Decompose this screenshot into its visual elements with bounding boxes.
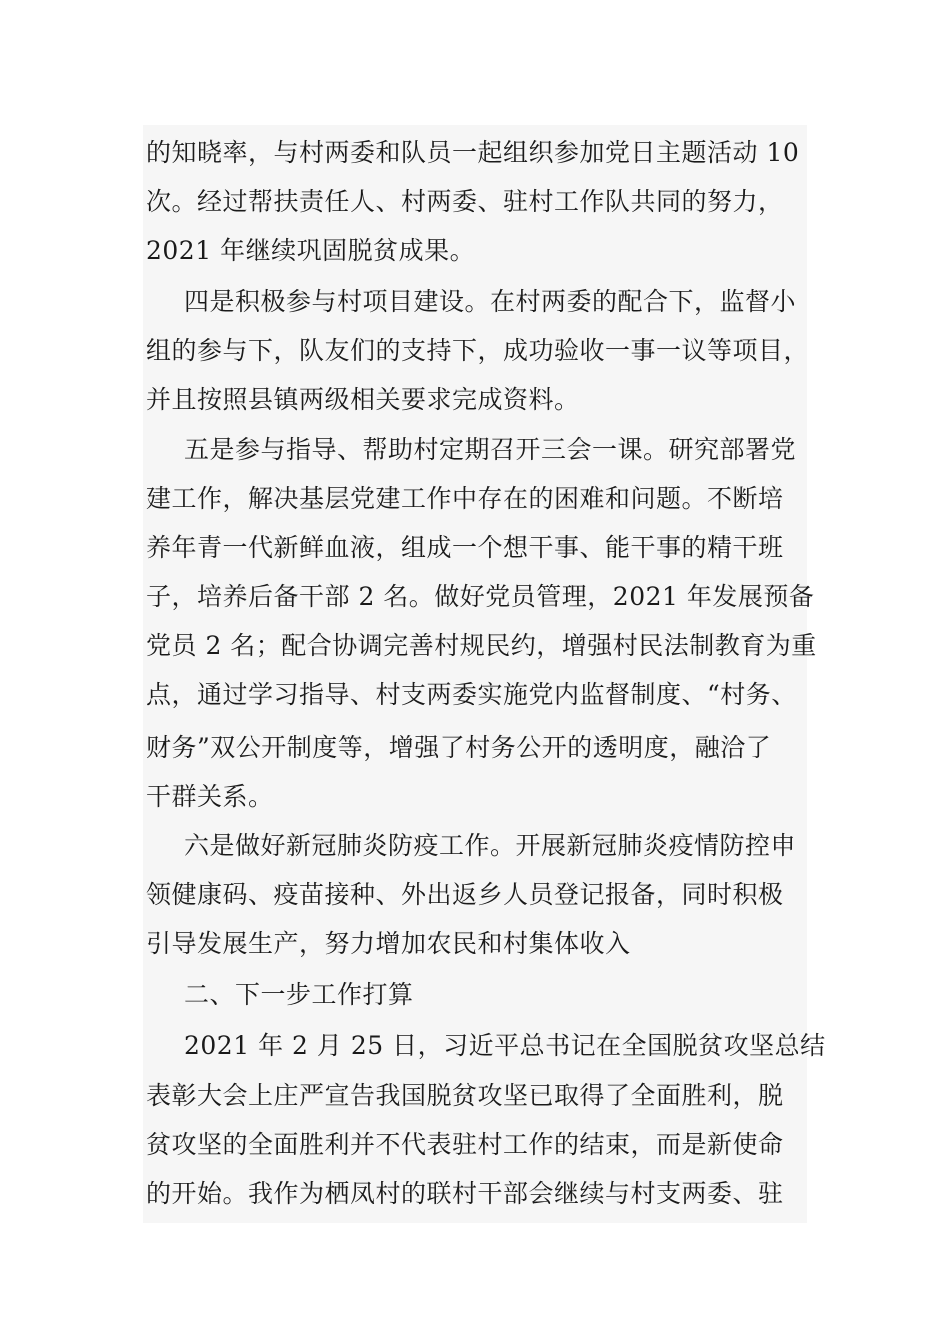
body-text-line: 2021 年继续巩固脱贫成果。 — [146, 236, 476, 265]
paragraph-start-line: 六是做好新冠肺炎防疫工作。开展新冠肺炎疫情防控申 — [184, 831, 797, 860]
body-text-line: 的知晓率，与村两委和队员一起组织参加党日主题活动 10 — [146, 138, 800, 167]
paragraph-start-line: 2021 年 2 月 25 日，习近平总书记在全国脱贫攻坚总结 — [184, 1031, 826, 1060]
body-text-line: 引导发展生产，努力增加农民和村集体收入 — [146, 929, 631, 958]
body-text-line: 干群关系。 — [146, 782, 274, 811]
paragraph-start-line: 四是积极参与村项目建设。在村两委的配合下，监督小 — [184, 287, 797, 316]
body-text-line: 点，通过学习指导、村支两委实施党内监督制度、“村务、 — [146, 680, 797, 709]
body-text-line: 并且按照县镇两级相关要求完成资料。 — [146, 385, 580, 414]
body-text-line: 子，培养后备干部 2 名。做好党员管理，2021 年发展预备 — [146, 582, 815, 611]
body-text-line: 组的参与下，队友们的支持下，成功验收一事一议等项目， — [146, 336, 810, 365]
body-text-line: 领健康码、疫苗接种、外出返乡人员登记报备，同时积极 — [146, 880, 784, 909]
body-text-line: 党员 2 名；配合协调完善村规民约，增强村民法制教育为重 — [146, 631, 817, 660]
body-text-line: 财务”双公开制度等，增强了村务公开的透明度，融洽了 — [146, 733, 772, 762]
paragraph-start-line: 五是参与指导、帮助村定期召开三会一课。研究部署党 — [184, 435, 797, 464]
body-text-line: 次。经过帮扶责任人、村两委、驻村工作队共同的努力， — [146, 187, 784, 216]
body-text-line: 建工作，解决基层党建工作中存在的困难和问题。不断培 — [146, 484, 784, 513]
body-text-line: 贫攻坚的全面胜利并不代表驻村工作的结束，而是新使命 — [146, 1130, 784, 1159]
body-text-line: 表彰大会上庄严宣告我国脱贫攻坚已取得了全面胜利，脱 — [146, 1081, 784, 1110]
body-text-line: 的开始。我作为栖凤村的联村干部会继续与村支两委、驻 — [146, 1179, 784, 1208]
section-heading: 二、下一步工作打算 — [184, 980, 414, 1009]
body-text-line: 养年青一代新鲜血液，组成一个想干事、能干事的精干班 — [146, 533, 784, 562]
